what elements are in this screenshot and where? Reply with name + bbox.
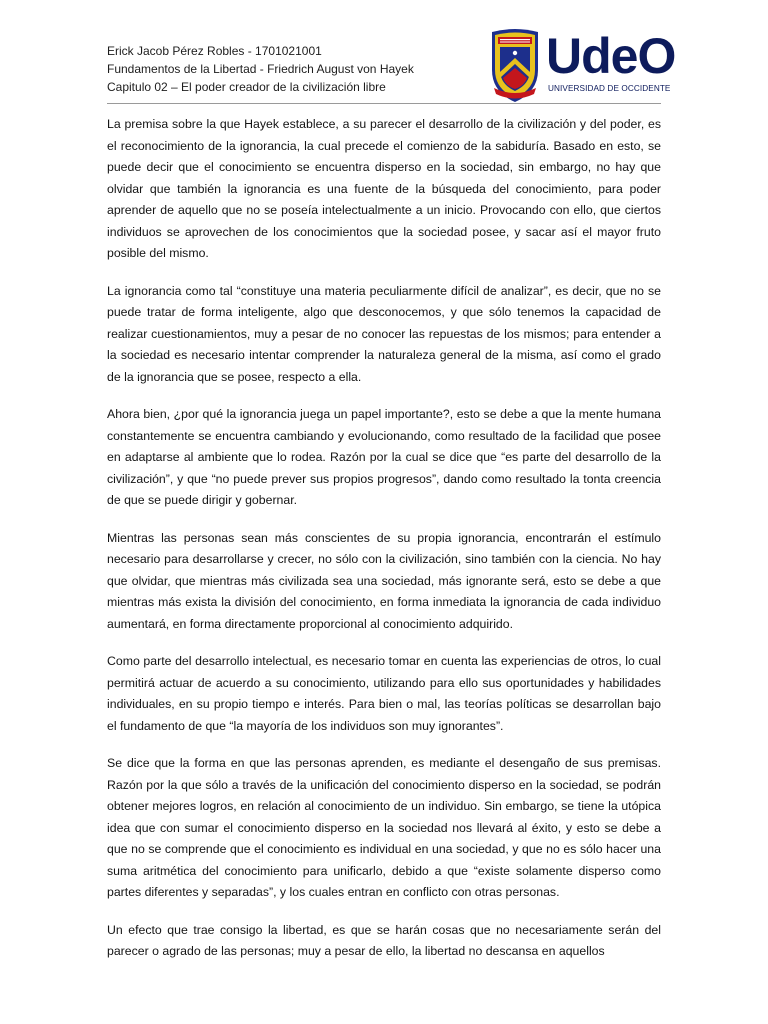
paragraph: Como parte del desarrollo intelectual, es necesario tomar en cuenta las experiencias de otros, lo cual permitirá actuar de acuerdo a su conocimiento, utilizando para ello sus oportunidades y habilidades individuales, en su propio tiempo e interés. Para bien o mal, las teorías políticas se desarrollan bajo el fundamento de que “la mayoría de los individuos son muy ignorantes”. [107, 654, 661, 733]
paragraph: Mientras las personas sean más conscientes de su propia ignorancia, encontrarán el estímulo necesario para desarrollarse y crecer, no sólo con la civilización, sino también con la ciencia. No hay que olvidar, que mientras más civilizada sea una sociedad, más ignorante será, esto se debe a que mientras más exista la división del conocimiento, en forma inmediata la ignorancia de cada individuo aumentará, en forma directamente proporcional al conocimiento adquirido. [107, 530, 661, 631]
university-seal-icon [488, 26, 542, 104]
course-line: Fundamentos de la Libertad - Friedrich August von Hayek [107, 62, 414, 76]
document-body [107, 114, 661, 979]
author-line: Erick Jacob Pérez Robles - 1701021001 [107, 44, 322, 58]
chapter-line: Capitulo 02 – El poder creador de la civilización libre [107, 80, 386, 94]
logo-subtitle: UNIVERSIDAD DE OCCIDENTE [548, 84, 671, 93]
paragraph: Se dice que la forma en que las personas aprenden, es mediante el desengaño de sus premisas. Razón por la que sólo a través de la unificación del conocimiento disperso en la sociedad, se podrán obtener mejores logros, en relación al conocimiento de un individuo. Sin embargo, se tiene la utópica idea que con sumar el conocimiento disperso en la sociedad nos llevará al éxito, y esto se debe a que no se comprende que el conocimiento es individual en una sociedad, y que no es sólo hacer una suma aritmética del conocimiento para unificarlo, debido a que “existe solamente disperso como partes diferentes y separadas”, y los cuales entran en conflicto con otras personas. [107, 756, 661, 899]
header-divider [107, 103, 661, 104]
paragraph: La ignorancia como tal “constituye una materia peculiarmente difícil de analizar”, es decir, que no se puede tratar de forma inteligente, algo que desconocemos, y que sólo tenemos la capacidad de realizar cuestionamientos, muy a pesar de no conocer las repuestas de los mismos; para entender a la sociedad es necesario intentar comprender la naturaleza general de la misma, así como el grado de la ignorancia que se posee, respecto a ella. [107, 283, 661, 384]
university-logo [488, 26, 676, 104]
paragraph: Un efecto que trae consigo la libertad, es que se harán cosas que no necesariamente serán del parecer o agrado de las personas; muy a pesar de ello, la libertad no descansa en aquellos [107, 922, 661, 958]
paragraph: Ahora bien, ¿por qué la ignorancia juega un papel importante?, esto se debe a que la mente humana constantemente se encuentra cambiando y evolucionando, como resultado de la facilidad que posee en adaptarse al ambiente que lo rodea. Razón por la cual se dice que “es parte del desarrollo de la civilización”, y que “no puede prever sus propios progresos”, dando como resultado la tonta creencia de que se puede dirigir y gobernar. [107, 407, 661, 507]
paragraph: La premisa sobre la que Hayek establece, a su parecer el desarrollo de la civilización y del poder, es el reconocimiento de la ignorancia, la cual precede el comienzo de la sabiduría. Basado en esto, se puede decir que el conocimiento se encuentra disperso en la sociedad, sin embargo, no hay que olvidar que también la ignorancia es una fuente de la búsqueda del conocimiento, para poder aprender de aquello que no se poseía intelectualmente a un inicio. Provocando con ello, que ciertos individuos se aprovechen de los conocimientos que la sociedad posee, y sacar así el mayor fruto posible del mismo. [107, 117, 661, 260]
logo-wordmark: UdeO [546, 28, 676, 84]
